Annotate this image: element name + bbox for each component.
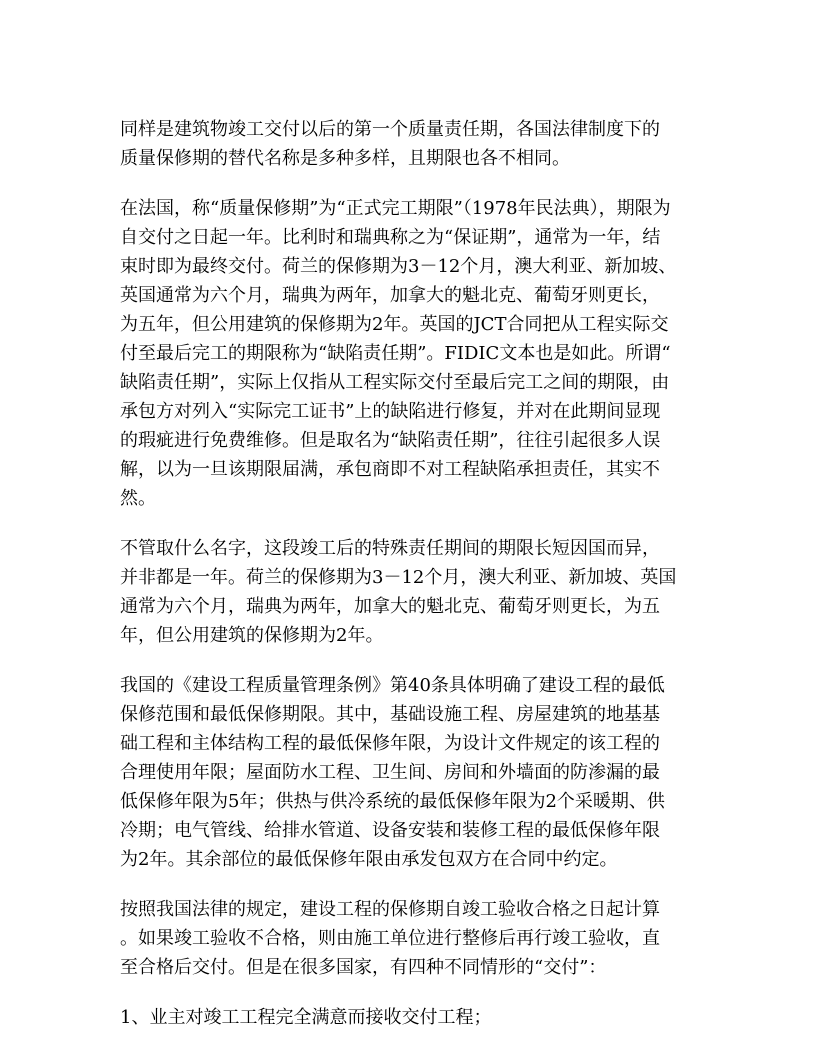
paragraph-2: [120, 194, 696, 513]
text-line: 1、业主对竣工工程完全满意而接收交付工程；: [120, 1007, 492, 1028]
text-line: 的瑕疵进行免费维修。但是取名为“缺陷责任期”，往往引起很多人误: [120, 430, 661, 451]
paragraph-1: [120, 115, 696, 173]
text-line: 础工程和主体结构工程的最低保修年限，为设计文件规定的该工程的: [120, 733, 660, 754]
text-line: 然。: [120, 488, 156, 509]
text-line: 为2年。其余部位的最低保修年限由承发包双方在合同中约定。: [120, 849, 618, 870]
text-line: 在法国，称“质量保修期”为“正式完工期限”（1978年民法典），期限为: [120, 198, 671, 219]
text-line: 承包方对列入“实际完工证书”上的缺陷进行修复，并对在此期间显现: [120, 401, 661, 422]
text-line: 合理使用年限；屋面防水工程、卫生间、房间和外墙面的防渗漏的最: [120, 762, 660, 783]
text-line: 我国的《建设工程质量管理条例》第40条具体明确了建设工程的最低: [120, 675, 665, 696]
paragraph-3: [120, 534, 696, 650]
text-line: 自交付之日起一年。比利时和瑞典称之为“保证期”，通常为一年，结: [120, 227, 661, 248]
text-line: 按照我国法律的规定，建设工程的保修期自竣工验收合格之日起计算: [120, 899, 660, 920]
text-line: 。如果竣工验收不合格，则由施工单位进行整修后再行竣工验收，直: [120, 928, 660, 949]
document-page: [120, 115, 696, 1053]
paragraph-5: [120, 895, 696, 982]
text-line: 冷期；电气管线、给排水管道、设备安装和装修工程的最低保修年限: [120, 820, 660, 841]
text-line: 并非都是一年。荷兰的保修期为3－12个月，澳大利亚、新加坡、英国: [120, 567, 677, 588]
paragraph-4: [120, 671, 696, 874]
text-line: 同样是建筑物竣工交付以后的第一个质量责任期，各国法律制度下的: [120, 119, 660, 140]
text-line: 束时即为最终交付。荷兰的保修期为3－12个月，澳大利亚、新加坡、: [120, 256, 677, 277]
text-line: 至合格后交付。但是在很多国家，有四种不同情形的“交付”：: [120, 957, 607, 978]
text-line: 通常为六个月，瑞典为两年，加拿大的魁北克、葡萄牙则更长，为五: [120, 596, 660, 617]
paragraph-6: [120, 1003, 696, 1032]
text-line: 付至最后完工的期限称为“缺陷责任期”。FIDIC文本也是如此。所谓“: [120, 343, 671, 364]
text-line: 英国通常为六个月，瑞典为两年，加拿大的魁北克、葡萄牙则更长，: [120, 285, 660, 306]
text-line: 年，但公用建筑的保修期为2年。: [120, 625, 384, 646]
text-line: 为五年，但公用建筑的保修期为2年。英国的JCT合同把从工程实际交: [120, 314, 669, 335]
text-line: 解，以为一旦该期限届满，承包商即不对工程缺陷承担责任，其实不: [120, 459, 660, 480]
text-line: 低保修年限为5年；供热与供冷系统的最低保修年限为2个采暖期、供: [120, 791, 665, 812]
text-line: 质量保修期的替代名称是多种多样，且期限也各不相同。: [120, 148, 570, 169]
text-line: 不管取什么名字，这段竣工后的特殊责任期间的期限长短因国而异，: [120, 538, 660, 559]
text-line: 缺陷责任期”，实际上仅指从工程实际交付至最后完工之间的期限，由: [120, 372, 670, 393]
text-line: 保修范围和最低保修期限。其中，基础设施工程、房屋建筑的地基基: [120, 704, 660, 725]
